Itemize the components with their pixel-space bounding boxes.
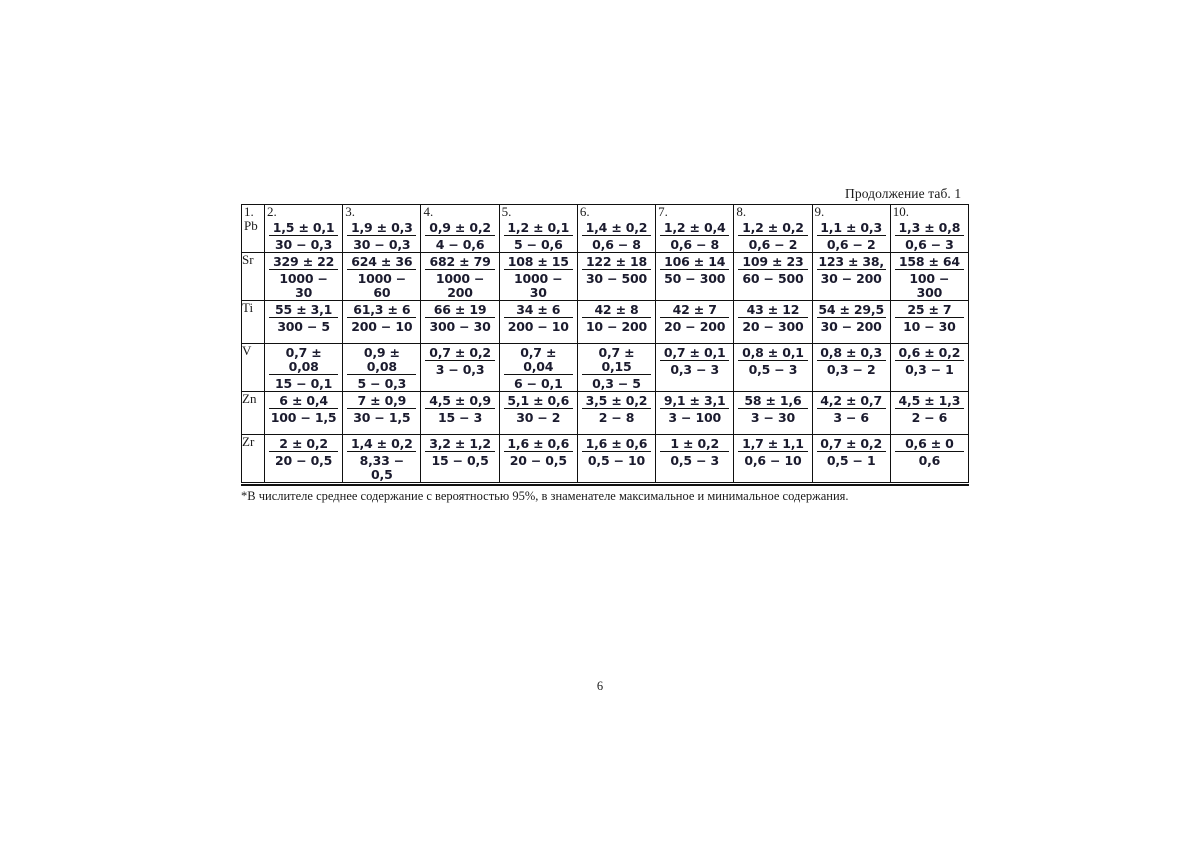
cell-numerator: 3,2 ± 1,2 (425, 435, 494, 452)
cell-denominator: 2 − 6 (911, 410, 948, 425)
table-cell (421, 344, 499, 392)
cell-numerator: 0,8 ± 0,3 (817, 344, 886, 361)
table-cell (343, 435, 421, 483)
table-cell (265, 205, 343, 253)
column-number: 9. (814, 204, 825, 219)
cell-denominator: 30 − 200 (820, 271, 882, 286)
cell-numerator: 0,6 ± 0 (895, 435, 964, 452)
table-cell (421, 435, 499, 483)
table-cell (577, 301, 655, 344)
cell-numerator: 1,2 ± 0,4 (660, 219, 729, 236)
cell-denominator: 6 − 0,1 (513, 376, 563, 391)
cell-denominator: 1000 − 60 (357, 271, 407, 300)
table-cell (890, 344, 968, 392)
cell-numerator: 1,2 ± 0,2 (738, 219, 807, 236)
table-cell (890, 301, 968, 344)
cell-numerator: 54 ± 29,5 (818, 302, 884, 317)
table-cell (734, 205, 812, 253)
cell-denominator: 0,5 − 3 (748, 362, 798, 377)
table-cell (421, 253, 499, 301)
cell-denominator: 30 − 2 (516, 410, 561, 425)
cell-denominator: 0,3 − 1 (905, 362, 954, 377)
cell-denominator: 0,3 − 5 (592, 376, 641, 391)
cell-denominator: 200 − 10 (351, 319, 413, 334)
cell-numerator: 106 ± 14 (660, 253, 729, 270)
table-cell (734, 435, 812, 483)
table-cell (265, 392, 343, 435)
cell-denominator: 0,6 − 8 (670, 237, 720, 252)
cell-numerator: 0,6 ± 0,2 (895, 344, 964, 361)
cell-numerator: 9,1 ± 3,1 (660, 392, 729, 409)
cell-numerator: 158 ± 64 (895, 253, 964, 270)
table-row (242, 205, 969, 253)
table-cell (265, 301, 343, 344)
cell-denominator: 20 − 300 (742, 319, 804, 334)
cell-numerator: 1,6 ± 0,6 (504, 435, 573, 452)
table-cell (499, 344, 577, 392)
table-cell (343, 344, 421, 392)
cell-numerator: 61,3 ± 6 (347, 301, 416, 318)
cell-denominator: 8,33 − 0,5 (359, 453, 405, 482)
row-element-label: V (242, 344, 265, 392)
table-continuation-label: Продолжение таб. 1 (845, 186, 962, 201)
table-cell (499, 205, 577, 253)
cell-numerator: 5,1 ± 0,6 (504, 392, 573, 409)
cell-denominator: 30 − 1,5 (353, 410, 411, 425)
cell-numerator: 122 ± 18 (582, 253, 651, 270)
cell-numerator: 109 ± 23 (738, 253, 807, 270)
column-number: 2. (267, 204, 277, 219)
table-cell (734, 392, 812, 435)
table-cell (577, 205, 655, 253)
table-cell (890, 205, 968, 253)
cell-numerator: 3,5 ± 0,2 (582, 392, 651, 409)
cell-denominator: 10 − 30 (903, 319, 956, 334)
column-number: 1. (244, 204, 254, 219)
column-number: 6. (579, 204, 590, 219)
cell-numerator: 0,7 ± 0,1 (660, 344, 729, 361)
cell-numerator: 0,7 ± 0,08 (269, 344, 338, 375)
table-cell (812, 205, 890, 253)
cell-denominator: 200 − 10 (507, 319, 569, 334)
table-cell (812, 253, 890, 301)
cell-denominator: 1000 − 200 (435, 271, 485, 300)
table-cell (499, 435, 577, 483)
cell-denominator: 15 − 3 (438, 410, 483, 425)
cell-denominator: 1000 − 30 (514, 271, 563, 300)
cell-numerator: 624 ± 36 (347, 253, 416, 270)
cell-numerator: 66 ± 19 (425, 301, 494, 318)
cell-numerator: 1,2 ± 0,1 (504, 219, 573, 236)
table-cell (499, 253, 577, 301)
table-cell (577, 253, 655, 301)
cell-denominator: 0,5 − 3 (670, 453, 720, 468)
cell-denominator: 0,3 − 3 (670, 362, 720, 377)
cell-numerator: 1,3 ± 0,8 (895, 219, 964, 236)
table-row (242, 435, 969, 483)
table-cell (734, 253, 812, 301)
table-cell (265, 253, 343, 301)
cell-denominator: 0,6 − 10 (744, 453, 802, 468)
cell-numerator: 1,6 ± 0,6 (582, 435, 651, 452)
cell-denominator: 0,6 − 3 (905, 237, 954, 252)
cell-numerator: 42 ± 7 (660, 301, 729, 318)
cell-numerator: 43 ± 12 (738, 301, 807, 318)
cell-denominator: 30 − 0,3 (275, 237, 333, 252)
table-cell (499, 392, 577, 435)
table-cell (812, 344, 890, 392)
cell-denominator: 0,5 − 1 (826, 453, 876, 468)
table-cell (812, 301, 890, 344)
table-cell (265, 344, 343, 392)
cell-numerator: 4,5 ± 0,9 (425, 392, 494, 409)
row-element-label: Pb (244, 218, 258, 233)
cell-denominator: 0,6 (918, 453, 941, 468)
table-cell (890, 435, 968, 483)
column-number: 4. (423, 204, 434, 219)
cell-denominator: 15 − 0,1 (275, 376, 333, 391)
cell-denominator: 20 − 0,5 (275, 453, 333, 468)
cell-numerator: 2 ± 0,2 (269, 435, 338, 452)
page-number: 6 (596, 679, 604, 693)
column-number: 10. (892, 204, 909, 219)
cell-denominator: 0,3 − 2 (826, 362, 876, 377)
cell-numerator: 4,5 ± 1,3 (895, 392, 964, 409)
cell-denominator: 300 − 30 (429, 319, 491, 334)
cell-numerator: 55 ± 3,1 (269, 301, 338, 318)
table-cell (812, 435, 890, 483)
table-cell (499, 301, 577, 344)
table-cell (343, 392, 421, 435)
cell-denominator: 60 − 500 (742, 271, 804, 286)
cell-denominator: 3 − 30 (750, 410, 795, 425)
table-cell (343, 301, 421, 344)
cell-numerator: 25 ± 7 (895, 301, 964, 318)
table-cell (421, 205, 499, 253)
table-row (242, 392, 969, 435)
cell-denominator: 0,6 − 8 (592, 237, 641, 252)
cell-numerator: 0,9 ± 0,08 (347, 344, 416, 375)
cell-numerator: 0,7 ± 0,2 (425, 344, 494, 361)
cell-denominator: 0,5 − 10 (587, 453, 646, 468)
table-body (242, 205, 969, 483)
horizontal-rule (241, 484, 969, 486)
table-cell (656, 301, 734, 344)
cell-denominator: 5 − 0,3 (357, 376, 407, 391)
cell-denominator: 30 − 200 (820, 319, 882, 334)
table-row (242, 344, 969, 392)
cell-denominator: 15 − 0,5 (431, 453, 489, 468)
row-element-label: Zr (242, 435, 265, 483)
cell-denominator: 0,6 − 2 (826, 237, 876, 252)
cell-denominator: 3 − 6 (833, 410, 869, 425)
cell-denominator: 2 − 8 (598, 410, 635, 425)
table-cell (343, 205, 421, 253)
cell-numerator: 682 ± 79 (425, 253, 494, 270)
cell-numerator: 0,7 ± 0,15 (582, 344, 651, 375)
cell-numerator: 0,9 ± 0,2 (425, 219, 494, 236)
table-cell (656, 344, 734, 392)
cell-numerator: 58 ± 1,6 (738, 392, 807, 409)
column-number: 7. (658, 204, 668, 219)
cell-numerator: 1,7 ± 1,1 (738, 435, 807, 452)
cell-numerator: 0,7 ± 0,04 (504, 344, 573, 375)
table-cell (734, 301, 812, 344)
row-element-label: Zn (242, 392, 265, 435)
cell-numerator: 42 ± 8 (582, 301, 651, 318)
cell-denominator: 30 − 0,3 (353, 237, 411, 252)
cell-numerator: 7 ± 0,9 (347, 392, 416, 409)
cell-denominator: 4 − 0,6 (435, 237, 485, 252)
table-cell (812, 392, 890, 435)
cell-denominator: 1000 − 30 (279, 271, 328, 300)
cell-numerator: 34 ± 6 (504, 301, 573, 318)
cell-denominator: 0,6 − 2 (748, 237, 798, 252)
cell-numerator: 329 ± 22 (269, 253, 338, 270)
row-element-label: Ti (242, 301, 265, 344)
cell-numerator: 1,5 ± 0,1 (269, 219, 338, 236)
table-cell (343, 253, 421, 301)
table-cell (890, 253, 968, 301)
cell-numerator: 1,1 ± 0,3 (817, 219, 886, 236)
table-cell (656, 253, 734, 301)
row-element-label: Sr (242, 253, 265, 301)
table-cell (656, 435, 734, 483)
table-cell (656, 392, 734, 435)
row-header-cell (242, 205, 265, 253)
cell-denominator: 20 − 200 (664, 319, 726, 334)
table-cell (265, 435, 343, 483)
table-cell (656, 205, 734, 253)
cell-denominator: 3 − 100 (668, 410, 721, 425)
cell-numerator: 4,2 ± 0,7 (817, 392, 886, 409)
cell-numerator: 1,4 ± 0,2 (347, 435, 416, 452)
cell-numerator: 0,7 ± 0,2 (817, 435, 886, 452)
data-table-container (241, 204, 969, 483)
cell-numerator: 6 ± 0,4 (269, 392, 338, 409)
column-number: 3. (345, 204, 355, 219)
cell-denominator: 5 − 0,6 (513, 237, 563, 252)
table-cell (577, 344, 655, 392)
cell-denominator: 100 − 1,5 (270, 410, 337, 425)
cell-denominator: 50 − 300 (664, 271, 726, 286)
cell-denominator: 20 − 0,5 (509, 453, 567, 468)
table-row (242, 301, 969, 344)
cell-numerator: 1 ± 0,2 (660, 435, 729, 452)
cell-denominator: 10 − 200 (585, 319, 648, 334)
table-cell (890, 392, 968, 435)
cell-numerator: 1,4 ± 0,2 (582, 219, 651, 236)
table-footnote: *В числителе среднее содержание с вероятностью 95%, в знаменателе максимальное и минимальное содержания. (241, 489, 849, 503)
cell-denominator: 100 − 300 (909, 271, 950, 300)
cell-numerator: 108 ± 15 (504, 253, 573, 270)
column-number: 8. (736, 204, 747, 219)
cell-numerator: 0,8 ± 0,1 (738, 344, 807, 361)
trace-element-table (241, 204, 969, 483)
cell-denominator: 300 − 5 (277, 319, 330, 334)
table-row (242, 253, 969, 301)
table-cell (421, 392, 499, 435)
cell-denominator: 30 − 500 (585, 271, 648, 286)
table-cell (421, 301, 499, 344)
cell-numerator: 1,9 ± 0,3 (347, 219, 416, 236)
cell-denominator: 3 − 0,3 (435, 362, 485, 377)
table-cell (577, 392, 655, 435)
cell-numerator: 123 ± 38, (818, 254, 884, 269)
table-cell (734, 344, 812, 392)
column-number: 5. (501, 204, 512, 219)
table-cell (577, 435, 655, 483)
